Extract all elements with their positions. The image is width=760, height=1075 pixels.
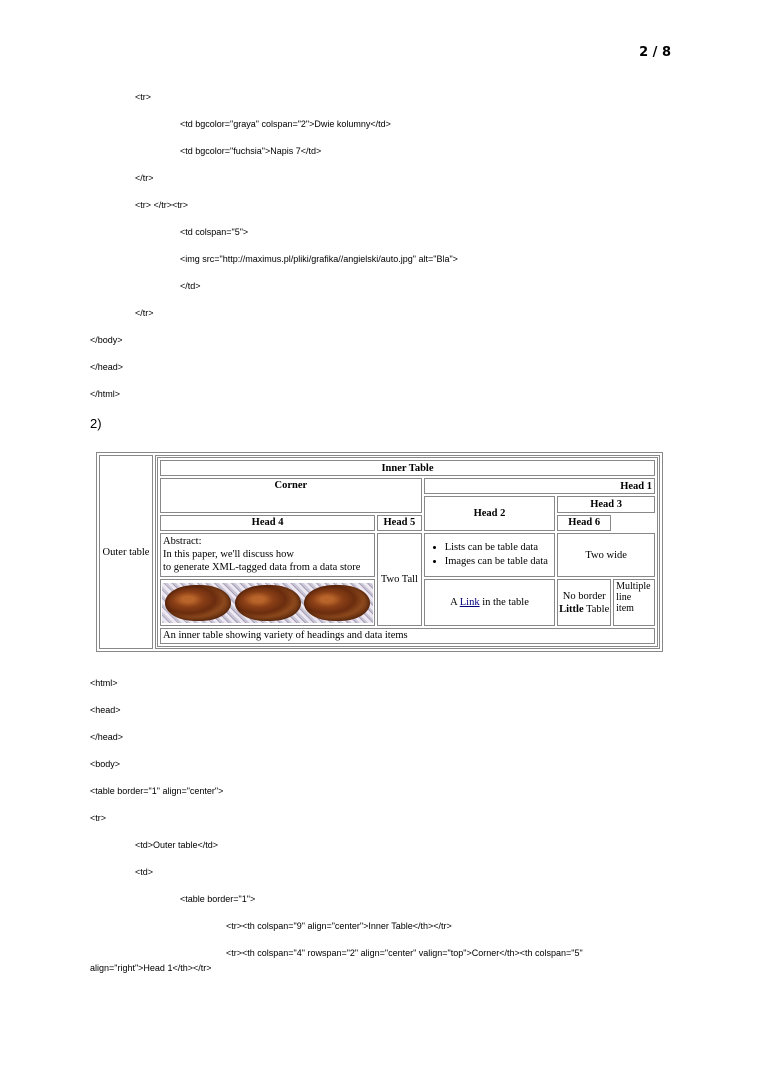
inner-table — [157, 457, 658, 647]
head3-header: Head 3 — [557, 496, 655, 512]
multiple-line-cell — [613, 579, 655, 626]
abstract-line: Abstract: — [163, 535, 202, 547]
table-link[interactable]: Link — [459, 597, 480, 609]
image-cell — [160, 579, 375, 626]
section-label: 2) — [90, 416, 102, 431]
code-line: <td bgcolor="fuchsia">Napis 7</td> — [180, 146, 322, 156]
outer-table-label: Outer table — [99, 455, 153, 649]
head1-header: Head 1 — [424, 478, 655, 494]
head2-header: Head 2 — [424, 496, 556, 530]
multiline-text: item — [616, 603, 634, 615]
head5-header: Head 5 — [377, 515, 422, 531]
code-line: </tr> — [135, 173, 154, 183]
list-item: • Images can be table data — [445, 555, 553, 569]
code-line: <head> — [90, 705, 121, 715]
code-line: <td>Outer table</td> — [135, 840, 219, 850]
code-line: <td> — [135, 867, 154, 877]
two-tall-cell: Two Tall — [377, 533, 422, 626]
code-line: <tr><th colspan="4" rowspan="2" align="center" valign="top">Corner</th><th colspan="5" — [226, 948, 583, 958]
code-line: <tr> </tr><tr> — [135, 200, 189, 210]
code-line: <body> — [90, 759, 121, 769]
code-line: <img src="http://maximus.pl/pliki/grafika//angielski/auto.jpg" alt="Bla"> — [180, 254, 458, 264]
code-line: <tr><th colspan="9" align="center">Inner Table</th></tr> — [226, 921, 452, 931]
multiline-text: line — [616, 592, 632, 604]
list-cell — [424, 533, 556, 578]
code-line: <table border="1" align="center"> — [90, 786, 224, 796]
corner-header: Corner — [160, 478, 422, 512]
code-line: </head> — [90, 362, 124, 372]
abstract-line: to generate XML-tagged data from a data store — [163, 561, 361, 573]
list-item: • Lists can be table data — [445, 541, 553, 555]
little-rest: Table — [583, 603, 610, 615]
code-line: <td colspan="5"> — [180, 227, 249, 237]
code-line: <td bgcolor="graya" colspan="2">Dwie kolumny</td> — [180, 119, 391, 129]
no-border-text: No border — [562, 590, 606, 602]
link-suffix: in the table — [479, 597, 529, 609]
code-line: <html> — [90, 678, 118, 688]
table-figure — [96, 452, 663, 652]
inner-table-title: Inner Table — [160, 460, 655, 476]
code-line: <tr> — [135, 92, 152, 102]
cookie-icon — [235, 585, 301, 621]
code-line: </td> — [180, 281, 201, 291]
two-wide-cell: Two wide — [557, 533, 655, 578]
little-table-cell — [557, 579, 611, 626]
code-line: </head> — [90, 732, 124, 742]
multiline-text: Multiple — [616, 581, 651, 593]
abstract-line: In this paper, we'll discuss how — [163, 548, 294, 560]
cookies-image — [162, 583, 373, 623]
code-line: <table border="1"> — [180, 894, 256, 904]
cookie-icon — [165, 585, 231, 621]
head6-header: Head 6 — [557, 515, 611, 531]
link-prefix: A — [450, 597, 460, 609]
head4-header: Head 4 — [160, 515, 375, 531]
code-line: </tr> — [135, 308, 154, 318]
bullet-list — [445, 541, 553, 569]
cookie-icon — [304, 585, 370, 621]
page-number: 2 / 8 — [639, 45, 671, 60]
empty-cell — [613, 515, 655, 531]
link-cell — [424, 579, 556, 626]
little-table-text — [558, 603, 610, 616]
outer-table-content — [155, 455, 660, 649]
abstract-cell — [160, 533, 375, 578]
code-line: align="right">Head 1</th></tr> — [90, 963, 212, 973]
caption-cell: An inner table showing variety of headings and data items — [160, 628, 655, 644]
code-line: <tr> — [90, 813, 107, 823]
code-line: </html> — [90, 389, 121, 399]
little-bold: Little — [559, 603, 584, 615]
code-line: </body> — [90, 335, 123, 345]
outer-table — [96, 452, 663, 652]
